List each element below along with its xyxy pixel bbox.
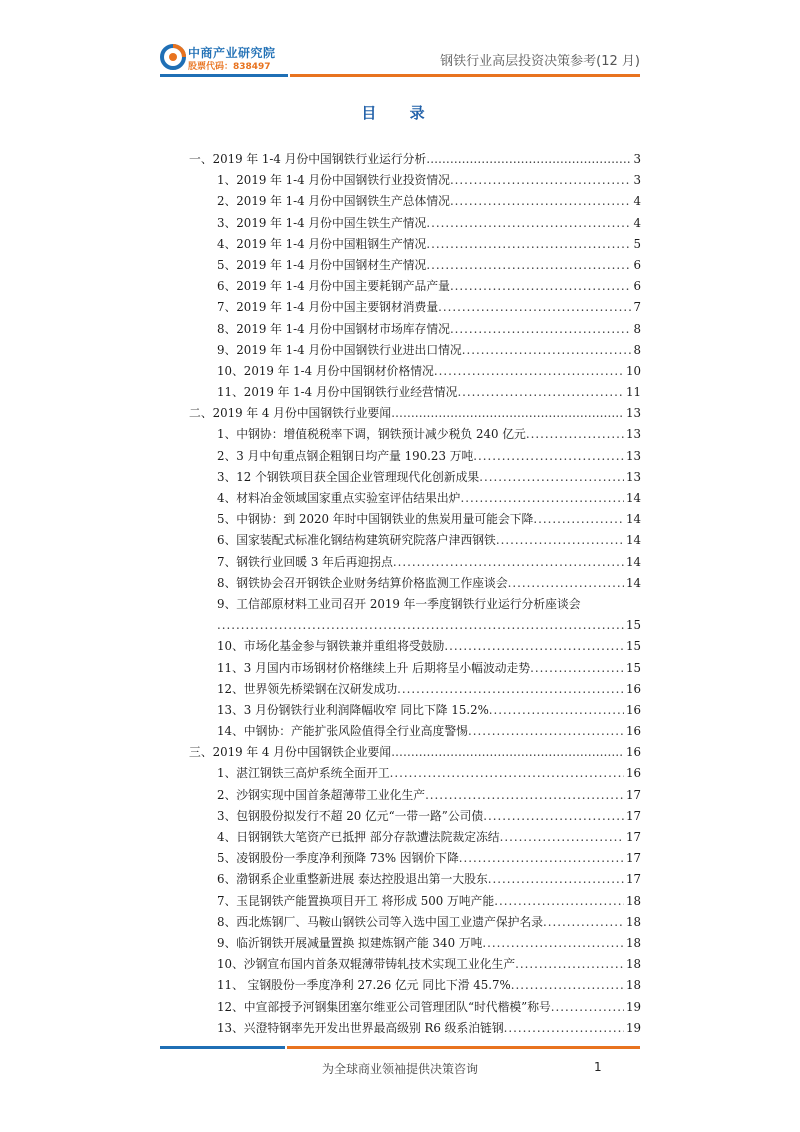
toc-entry-page: 5 (633, 236, 641, 251)
toc-item[interactable] (189, 467, 641, 488)
toc-entry-page: 6 (633, 257, 641, 272)
toc-entry-page: 17 (625, 787, 641, 802)
toc-item[interactable] (189, 700, 641, 721)
toc-item[interactable] (189, 213, 641, 234)
toc-entry-page: 17 (625, 808, 641, 823)
toc-entry-title: 8、2019 年 1-4 月份中国钢材市场库存情况 (217, 321, 450, 336)
toc-item[interactable] (189, 276, 641, 297)
company-logo (160, 44, 295, 72)
toc-item[interactable] (189, 424, 641, 445)
toc-entry-title: 7、玉昆钢铁产能置换项目开工 将形成 500 万吨产能 (217, 893, 495, 908)
toc-entry-title: 1、中钢协：增值税税率下调，钢铁预计减少税负 240 亿元 (217, 427, 526, 442)
toc-entry-page: 4 (633, 215, 641, 230)
toc-entry-title: 2、2019 年 1-4 月份中国钢铁生产总体情况 (217, 194, 450, 209)
toc-entry-page: 11 (625, 385, 641, 400)
toc-entry-page: 3 (633, 152, 641, 166)
toc-item[interactable] (189, 869, 641, 890)
footer-divider-orange (287, 1046, 640, 1049)
toc-entry-page: 18 (625, 978, 641, 993)
toc-entry-page: 18 (625, 914, 641, 929)
toc-entry-page: 10 (625, 363, 641, 378)
toc-entry-title: 6、渤钢系企业重整新进展 泰达控股退出第一大股东 (217, 872, 488, 887)
toc-entry-page: 17 (625, 872, 641, 887)
toc-entry-title: 13、兴澄特钢率先开发出世界最高级别 R6 级系泊链钢 (217, 1020, 504, 1035)
toc-entry-page: 16 (625, 681, 641, 696)
toc-entry-page: 17 (625, 830, 641, 844)
toc-item[interactable] (189, 234, 641, 255)
toc-entry-page: 14 (625, 491, 641, 505)
toc-section-3-items (189, 763, 641, 1038)
toc-entry-page: 8 (633, 321, 641, 336)
toc-entry-title: 9、工信部原材料工业司召开 2019 年一季度钢铁行业运行分析座谈会 (217, 596, 581, 611)
toc-entry-page: 13 (625, 448, 641, 463)
toc-item[interactable] (189, 488, 641, 509)
toc-entry-page: 19 (625, 1020, 641, 1035)
document-title: 钢铁行业高层投资决策参考(12 月) (440, 54, 640, 69)
toc-entry-page: 14 (625, 554, 641, 569)
toc-item[interactable] (189, 361, 641, 382)
toc-entry-page: 17 (625, 851, 641, 866)
toc-entry-page: 6 (633, 279, 641, 294)
toc-entry-title: 4、材料冶金领域国家重点实验室评估结果出炉 (217, 491, 461, 505)
toc-entry-page: 4 (633, 194, 641, 209)
toc-entry-page: 8 (633, 342, 641, 357)
logo-icon (160, 44, 186, 70)
toc-entry-page: 15 (625, 639, 641, 654)
toc-entry-title: 8、钢铁协会召开钢铁企业财务结算价格监测工作座谈会 (217, 575, 508, 590)
toc-entry-page: 13 (625, 427, 641, 442)
toc-section-3[interactable] (189, 742, 641, 763)
toc-item[interactable] (189, 1018, 641, 1039)
toc-entry-page: 7 (633, 300, 641, 315)
toc-entry-page: 14 (625, 575, 641, 590)
toc-item[interactable] (189, 297, 641, 318)
footer-slogan: 为全球商业领袖提供决策咨询 (321, 1062, 478, 1076)
toc-item[interactable] (189, 552, 641, 573)
toc-item[interactable] (189, 912, 641, 933)
toc-item[interactable] (189, 191, 641, 212)
footer-divider-blue (160, 1046, 285, 1049)
toc-item[interactable] (189, 636, 641, 657)
toc-entry-page: 18 (625, 893, 641, 908)
header-divider-orange (290, 74, 640, 77)
toc-entry-title: 9、2019 年 1-4 月份中国钢铁行业进出口情况 (217, 342, 462, 357)
toc-item[interactable] (189, 848, 641, 869)
toc-entry-page: 16 (625, 724, 641, 739)
toc-entry-page: 16 (625, 702, 641, 717)
toc-item[interactable] (189, 658, 641, 679)
toc-entry-page: 15 (625, 660, 641, 675)
toc-entry-title: 12、中宣部授予河钢集团塞尔维亚公司管理团队“时代楷模”称号 (217, 999, 551, 1014)
toc-entry-title: 1、2019 年 1-4 月份中国钢铁行业投资情况 (217, 173, 450, 188)
toc-entry-page: 13 (625, 469, 641, 484)
toc-entry-title: 13、3 月份钢铁行业利润降幅收窄 同比下降 15.2% (217, 702, 489, 717)
toc-item[interactable] (189, 891, 641, 912)
toc-entry-title: 6、2019 年 1-4 月份中国主要耗钢产品产量 (217, 279, 450, 294)
toc-section-1[interactable] (189, 149, 641, 170)
page-header (0, 0, 800, 80)
toc-item[interactable] (189, 679, 641, 700)
toc-item[interactable] (189, 382, 641, 403)
toc-entry-title: 3、2019 年 1-4 月份中国生铁生产情况 (217, 215, 427, 230)
toc-item[interactable] (189, 340, 641, 361)
toc-item[interactable] (189, 573, 641, 594)
toc-item-wrapped[interactable] (189, 594, 641, 615)
toc-item[interactable] (189, 827, 641, 848)
toc-item[interactable] (189, 255, 641, 276)
toc-entry-title: 5、2019 年 1-4 月份中国钢材生产情况 (217, 257, 427, 272)
toc-item[interactable] (189, 933, 641, 954)
logo-name: 中商产业研究院 (188, 46, 276, 60)
toc-entry-title: 3、包钢股份拟发行不超 20 亿元“一带一路”公司债 (217, 808, 484, 823)
toc-entry-page: 16 (625, 766, 641, 781)
toc-entry-title: 二、2019 年 4 月份中国钢铁行业要闻 (189, 406, 392, 421)
page-number: 1 (594, 1060, 602, 1074)
toc-entry-title: 12、世界领先桥梁钢在汉研发成功 (217, 681, 398, 696)
toc-entry-title: 2、沙钢实现中国首条超薄带工业化生产 (217, 787, 426, 802)
toc-entry-title: 4、日钢钢铁大笔资产已抵押 部分存款遭法院裁定冻结 (217, 830, 500, 844)
toc-entry-page: 14 (625, 512, 641, 527)
toc-entry-page: 16 (625, 745, 641, 760)
toc-item[interactable] (189, 170, 641, 191)
toc-item[interactable] (189, 806, 641, 827)
toc-entry-title: 9、临沂钢铁开展减量置换 拟建炼钢产能 340 万吨 (217, 935, 483, 950)
toc-entry-page: 3 (633, 173, 641, 188)
toc-entry-page: 19 (625, 999, 641, 1014)
toc-entry-page: 14 (625, 533, 641, 548)
toc-item[interactable] (189, 446, 641, 467)
table-of-contents (189, 149, 641, 1039)
toc-entry-title: 10、2019 年 1-4 月份中国钢材价格情况 (217, 363, 434, 378)
toc-entry-title: 3、12 个钢铁项目获全国企业管理现代化创新成果 (217, 469, 480, 484)
toc-entry-title: 4、2019 年 1-4 月份中国粗钢生产情况 (217, 236, 427, 251)
toc-entry-title: 10、沙钢宣布国内首条双辊薄带铸轧技术实现工业化生产 (217, 957, 516, 972)
toc-item[interactable] (189, 997, 641, 1018)
toc-entry-title: 1、湛江钢铁三高炉系统全面开工 (217, 766, 390, 781)
toc-item[interactable] (189, 785, 641, 806)
toc-item-wrapped-cont[interactable] (189, 615, 641, 636)
toc-entry-title: 5、中钢协：到 2020 年时中国钢铁业的焦炭用量可能会下降 (217, 512, 534, 527)
toc-entry-title: 6、国家装配式标准化钢结构建筑研究院落户津西钢铁 (217, 533, 496, 548)
toc-item[interactable] (189, 721, 641, 742)
toc-item[interactable] (189, 954, 641, 975)
toc-entry-page: 15 (625, 618, 641, 633)
toc-entry-title: 5、凌钢股份一季度净利预降 73% 因钢价下降 (217, 851, 459, 866)
toc-entry-title: 一、2019 年 1-4 月份中国钢铁行业运行分析 (189, 152, 427, 166)
toc-item[interactable] (189, 319, 641, 340)
toc-section-2-items-a (189, 424, 641, 594)
toc-entry-page: 18 (625, 957, 641, 972)
toc-entry-title: 2、3 月中旬重点钢企粗钢日均产量 190.23 万吨 (217, 448, 474, 463)
toc-item[interactable] (189, 509, 641, 530)
toc-section-1-items (189, 170, 641, 403)
toc-entry-title: 10、市场化基金参与钢铁兼并重组将受鼓励 (217, 639, 445, 654)
toc-entry-title: 7、2019 年 1-4 月份中国主要钢材消费量 (217, 300, 439, 315)
toc-entry-title: 11、 宝钢股份一季度净利 27.26 亿元 同比下滑 45.7% (217, 978, 511, 993)
toc-section-2-items-b (189, 636, 641, 742)
toc-entry-title: 11、3 月国内市场钢材价格继续上升 后期将呈小幅波动走势 (217, 660, 531, 675)
header-divider-blue (160, 74, 288, 77)
toc-entry-title: 8、西北炼钢厂、马鞍山钢铁公司等入选中国工业遗产保护名录 (217, 914, 544, 929)
toc-entry-title: 7、钢铁行业回暖 3 年后再迎拐点 (217, 554, 393, 569)
toc-item[interactable] (189, 763, 641, 784)
toc-entry-page: 18 (625, 935, 641, 950)
toc-entry-title: 14、中钢协：产能扩张风险值得全行业高度警惕 (217, 724, 468, 739)
toc-section-2[interactable] (189, 403, 641, 424)
toc-entry-title: 11、2019 年 1-4 月份中国钢铁行业经营情况 (217, 385, 458, 400)
toc-entry-page: 13 (625, 406, 641, 421)
toc-item[interactable] (189, 975, 641, 996)
toc-title: 目 录 (361, 104, 439, 122)
toc-entry-title: 三、2019 年 4 月份中国钢铁企业要闻 (189, 745, 392, 760)
toc-item[interactable] (189, 530, 641, 551)
stock-code: 股票代码：838497 (188, 62, 271, 72)
